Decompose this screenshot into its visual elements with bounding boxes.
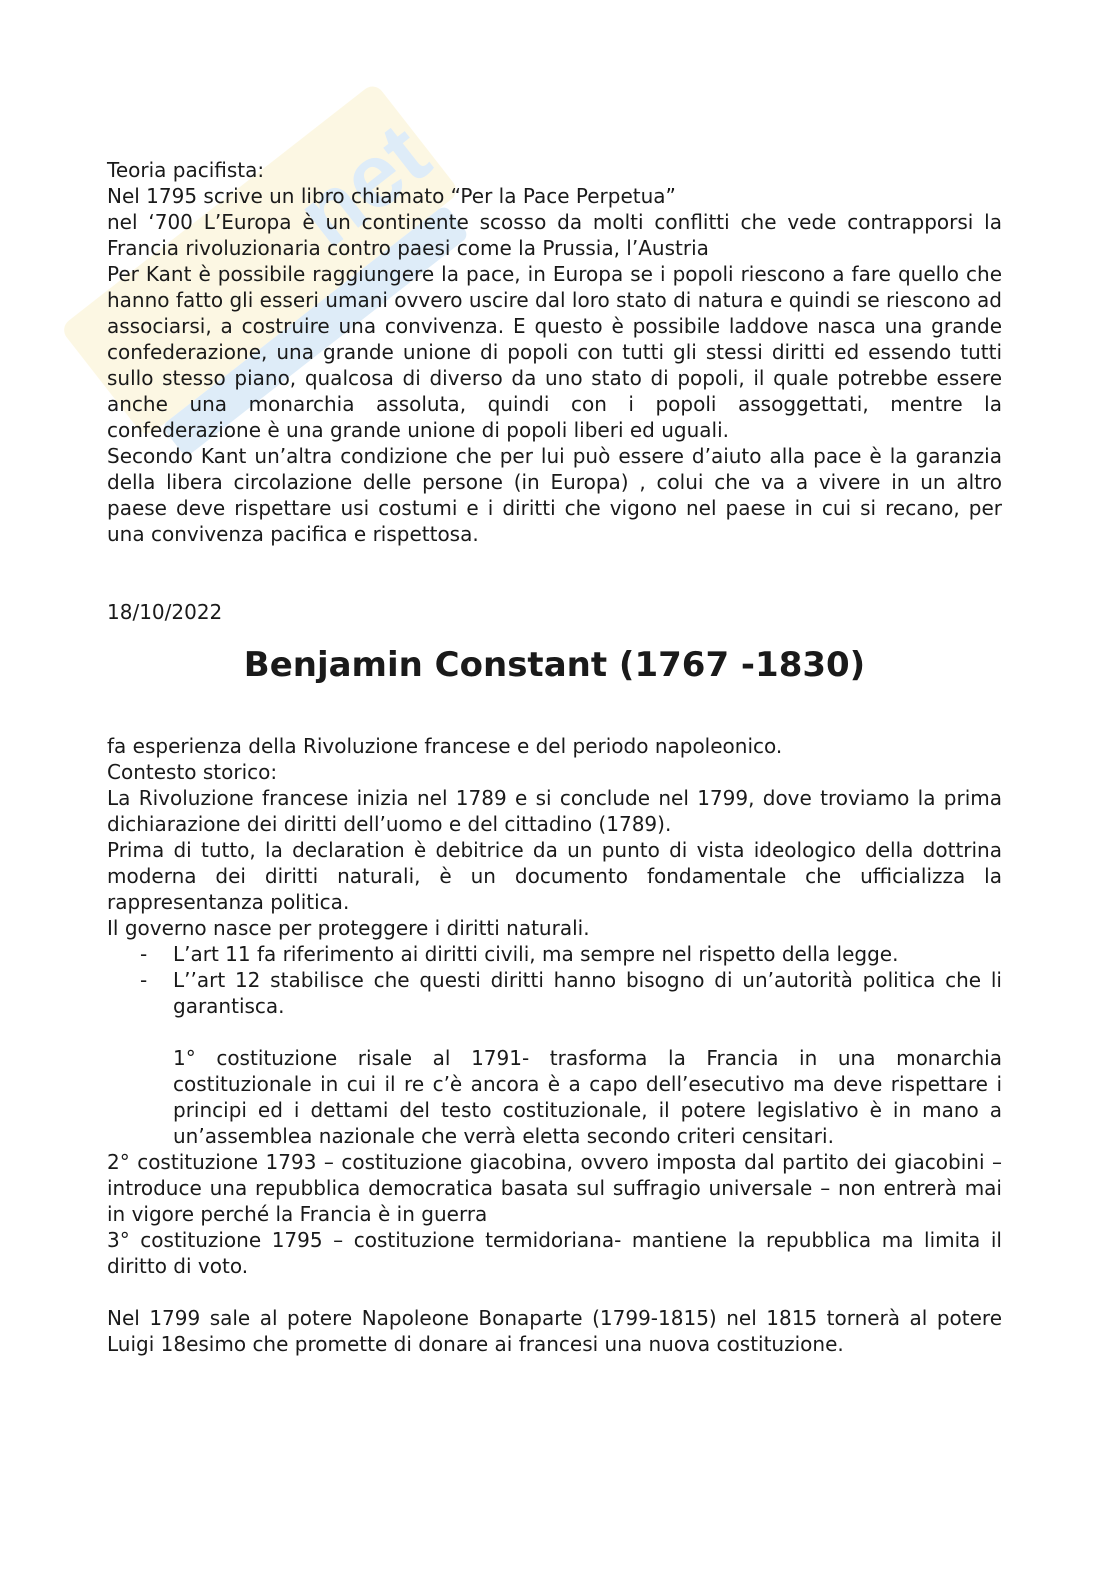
lecture-date: 18/10/2022 xyxy=(107,600,223,624)
article-list xyxy=(107,941,1002,1019)
paragraph: 2° costituzione 1793 – costituzione giacobina, ovvero imposta dal partito dei giacobini – introduce una repubblica democratica basata sul suffragio universale – non entrerà mai in vigore perché la Francia è in guerra xyxy=(107,1150,1002,1226)
list-item: - L’art 11 fa riferimento ai diritti civili, ma sempre nel rispetto della legge. xyxy=(173,941,1002,967)
paragraph: Prima di tutto, la declaration è debitrice da un punto di vista ideologico della dottrina moderna dei diritti naturali, è un documento fondamentale che ufficializza la rappresentanza politica. xyxy=(107,838,1002,914)
paragraph: Il governo nasce per proteggere i diritti naturali. xyxy=(107,916,590,940)
paragraph: nel ‘700 L’Europa è un continente scosso da molti conflitti che vede contrapporsi la Francia rivoluzionaria contro paesi come la Prussia, l’Austria xyxy=(107,210,1002,260)
paragraph: 1° costituzione risale al 1791- trasforma la Francia in una monarchia costituzionale in cui il re c’è ancora è a capo dell’esecutivo ma deve rispettare i principi ed i dettami del testo costituzionale, il potere legislativo è in mano a un’assemblea nazionale che verrà eletta secondo criteri censitari. xyxy=(173,1046,1002,1148)
paragraph: La Rivoluzione francese inizia nel 1789 e si conclude nel 1799, dove troviamo la prima dichiarazione dei diritti dell’uomo e del cittadino (1789). xyxy=(107,786,1002,836)
document-body xyxy=(107,157,1002,1357)
list-item: - L’’art 12 stabilisce che questi diritti hanno bisogno di un’autorità politica che li garantisca. xyxy=(173,967,1002,1019)
paragraph: Per Kant è possibile raggiungere la pace, in Europa se i popoli riescono a fare quello che hanno fatto gli esseri umani ovvero uscire dal loro stato di natura e quindi se riescono ad associarsi, a costruire una convivenza. E questo è possibile laddove nasca una grande confederazione, una grande unione di popoli con tutti gli stessi diritti ed essendo tutti sullo stesso piano, qualcosa di diverso da uno stato di popoli, il quale potrebbe essere anche una monarchia assoluta, quindi con i popoli assoggettati, mentre la confederazione è una grande unione di popoli liberi ed uguali. xyxy=(107,262,1002,442)
watermark-text: net xyxy=(279,104,448,267)
paragraph: Secondo Kant un’altra condizione che per lui può essere d’aiuto alla pace è la garanzia della libera circolazione delle persone (in Europa) , colui che va a vivere in un altro paese deve rispettare usi costumi e i diritti che vigono nel paese in cui si recano, per una convivenza pacifica e rispettosa. xyxy=(107,444,1002,546)
section-heading: Contesto storico: xyxy=(107,760,278,784)
paragraph: Nel 1795 scrive un libro chiamato “Per la Pace Perpetua” xyxy=(107,184,676,208)
page-title: Benjamin Constant (1767 -1830) xyxy=(243,645,866,685)
paragraph: fa esperienza della Rivoluzione francese e del periodo napoleonico. xyxy=(107,734,783,758)
section-heading: Teoria pacifista: xyxy=(107,158,265,182)
paragraph: Nel 1799 sale al potere Napoleone Bonaparte (1799-1815) nel 1815 tornerà al potere Luigi 18esimo che promette di donare ai francesi una nuova costituzione. xyxy=(107,1306,1002,1356)
paragraph: 3° costituzione 1795 – costituzione termidoriana- mantiene la repubblica ma limita il diritto di voto. xyxy=(107,1228,1002,1278)
